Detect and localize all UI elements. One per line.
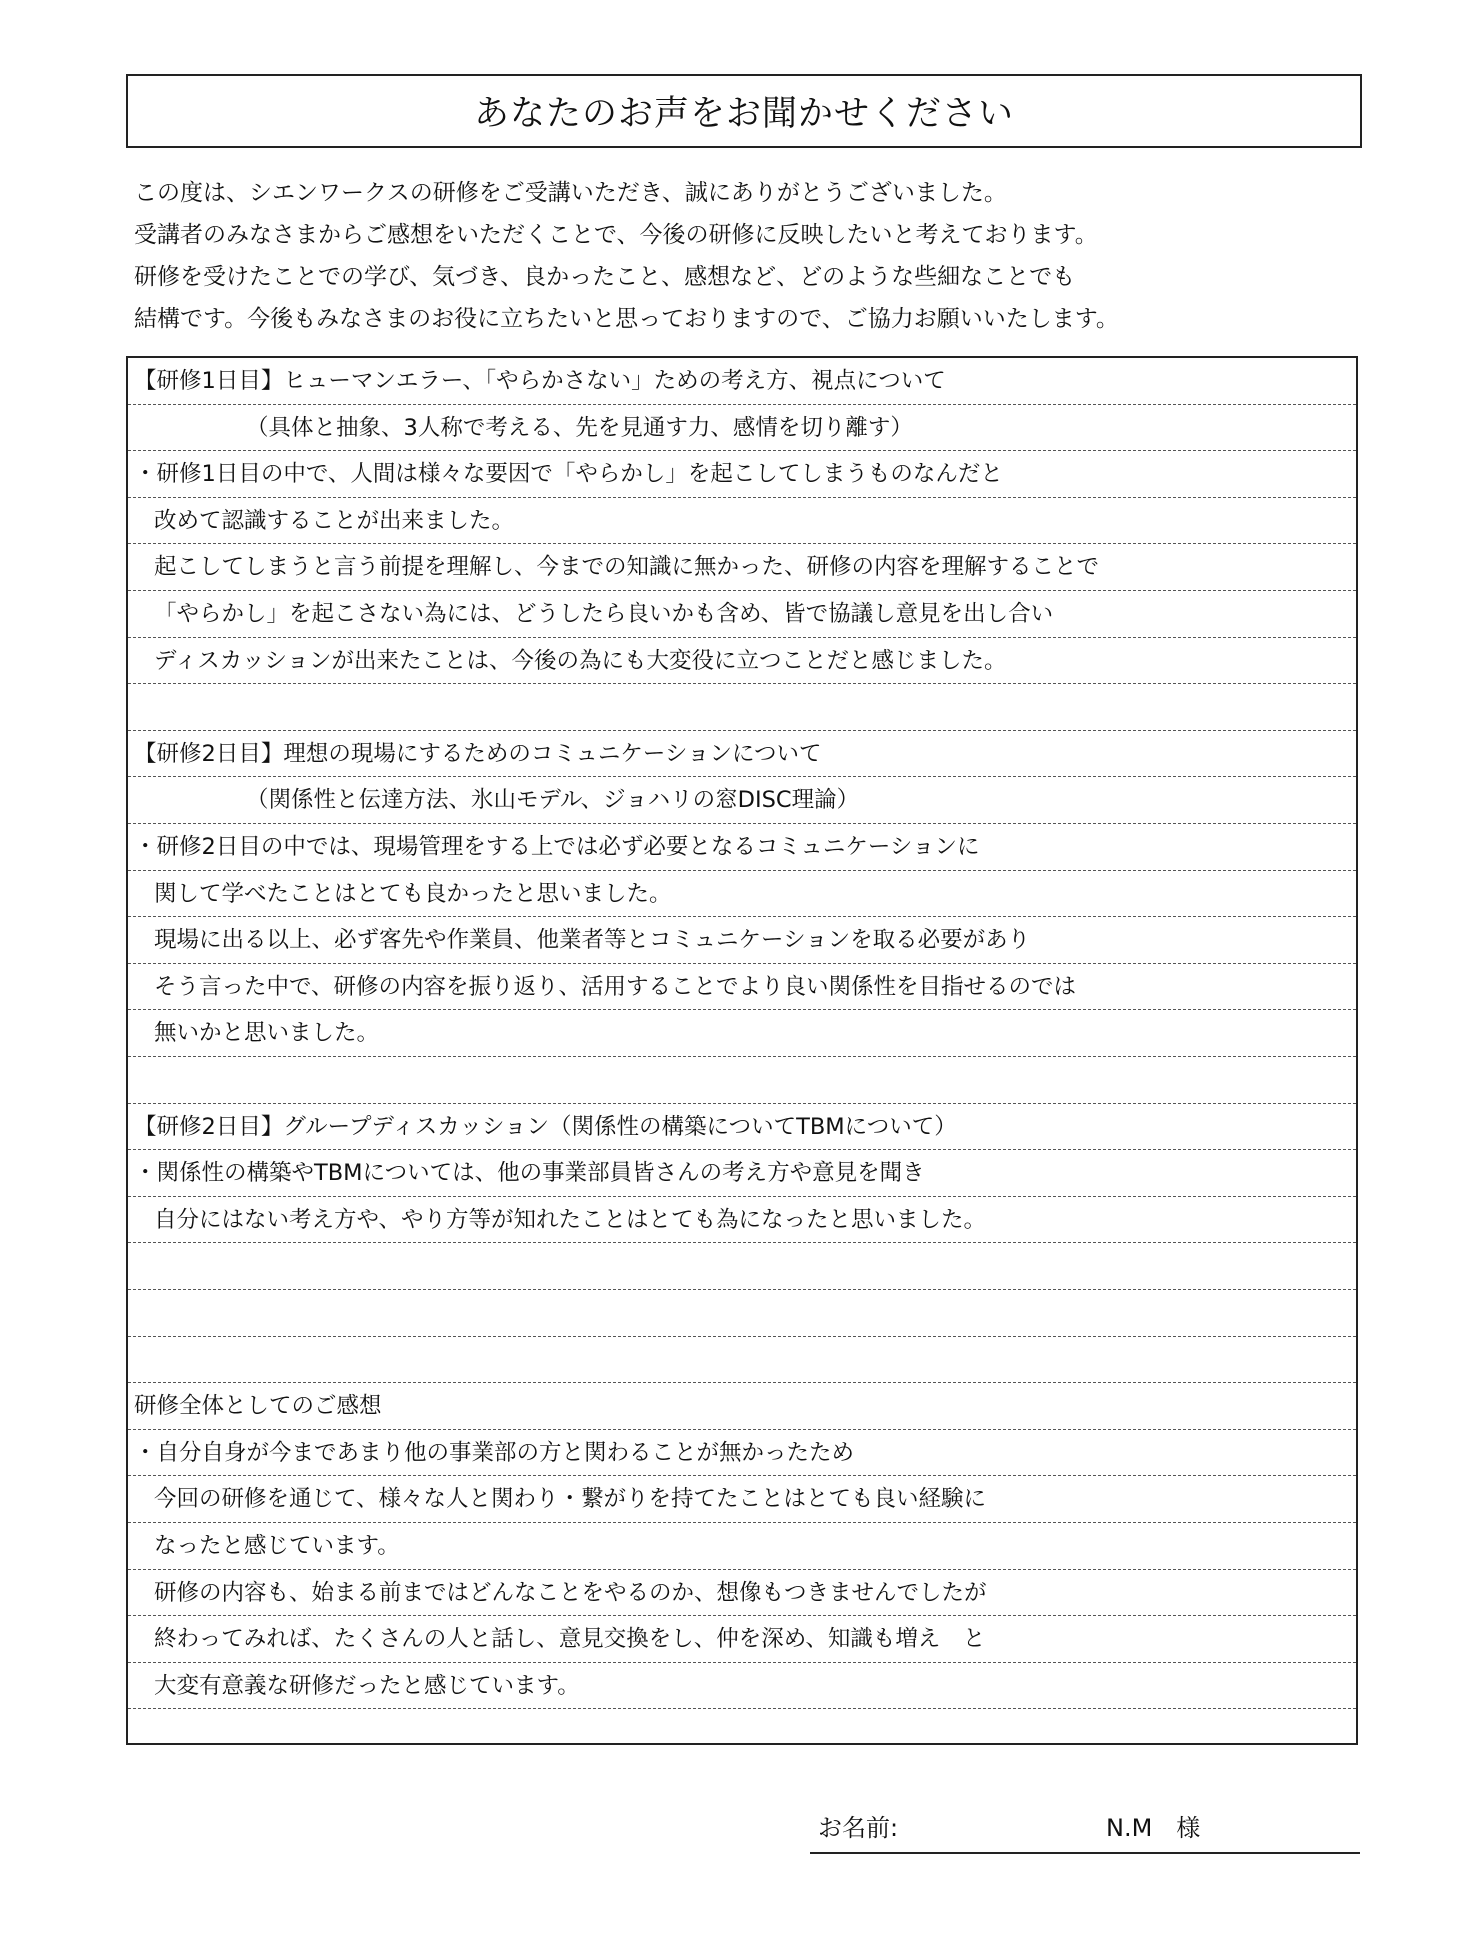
day2-discussion-heading: 【研修2日目】グループディスカッション（関係性の構築についてTBMについて）	[134, 1113, 957, 1140]
feedback-text: ディスカッションが出来たことは、今後の為にも大変役に立つことだと感じました。	[154, 647, 1007, 674]
day2-subheading-row	[128, 777, 1356, 824]
feedback-text: 今回の研修を通じて、様々な人と関わり・繋がりを持てたことはとても良い経験に	[154, 1486, 987, 1513]
feedback-row	[128, 1570, 1356, 1617]
intro-line: 受講者のみなさまからご感想をいただくことで、今後の研修に反映したいと考えております。	[134, 222, 1098, 248]
day2-discussion-heading-row	[128, 1104, 1356, 1151]
intro-line: 結構です。今後もみなさまのお役に立ちたいと思っておりますので、ご協力お願いいたします。	[134, 306, 1119, 332]
feedback-row	[128, 451, 1356, 498]
feedback-row	[128, 544, 1356, 591]
feedback-row	[128, 638, 1356, 685]
feedback-text: なったと感じています。	[154, 1533, 400, 1559]
form-title: あなたのお声をお聞かせください	[126, 74, 1362, 148]
feedback-row	[128, 871, 1356, 918]
feedback-text: 関して学べたことはとても良かったと思いました。	[154, 880, 672, 907]
feedback-row	[128, 1616, 1356, 1663]
feedback-row	[128, 1430, 1356, 1477]
blank-row	[128, 1709, 1356, 1756]
day2-subheading: （関係性と伝達方法、氷山モデル、ジョハリの窓DISC理論）	[246, 787, 860, 814]
feedback-text: 研修の内容も、始まる前まではどんなことをやるのか、想像もつきませんでしたが	[154, 1579, 987, 1606]
feedback-row	[128, 1197, 1356, 1244]
feedback-text: 大変有意義な研修だったと感じています。	[154, 1672, 580, 1699]
feedback-row	[128, 498, 1356, 545]
feedback-row	[128, 1150, 1356, 1197]
blank-row	[128, 1337, 1356, 1384]
feedback-text: 自分にはない考え方や、やり方等が知れたことはとても為になったと思いました。	[154, 1206, 987, 1233]
feedback-text: 無いかと思いました。	[154, 1020, 380, 1047]
feedback-row	[128, 1663, 1356, 1710]
blank-row	[128, 1290, 1356, 1337]
feedback-row	[128, 824, 1356, 871]
feedback-row	[128, 1523, 1356, 1570]
feedback-text: ・研修1日目の中で、人間は様々な要因で「やらかし」を起こしてしまうものなんだと	[134, 461, 1003, 488]
feedback-text: ・研修2日目の中では、現場管理をする上では必ず必要となるコミュニケーションに	[134, 834, 980, 860]
overall-heading: 研修全体としてのご感想	[134, 1393, 382, 1420]
day1-heading: 【研修1日目】ヒューマンエラー、「やらかさない」ための考え方、視点について	[134, 368, 946, 394]
feedback-row	[128, 1476, 1356, 1523]
feedback-row	[128, 1010, 1356, 1057]
blank-row	[128, 1057, 1356, 1104]
feedback-text: 起こしてしまうと言う前提を理解し、今までの知識に無かった、研修の内容を理解することで	[154, 554, 1100, 581]
feedback-text: 改めて認識することが出来ました。	[154, 507, 515, 534]
intro-line: この度は、シエンワークスの研修をご受講いただき、誠にありがとうございました。	[134, 180, 1007, 206]
feedback-row	[128, 917, 1356, 964]
feedback-text: 現場に出る以上、必ず客先や作業員、他業者等とコミュニケーションを取る必要があり	[154, 927, 1031, 954]
feedback-text: ・自分自身が今まであまり他の事業部の方と関わることが無かったため	[134, 1439, 855, 1466]
blank-row	[128, 1243, 1356, 1290]
day2-heading: 【研修2日目】理想の現場にするためのコミュニケーションについて	[134, 740, 822, 767]
intro-paragraph	[134, 172, 1354, 340]
day1-heading-row	[128, 358, 1356, 405]
feedback-text: 「やらかし」を起こさない為には、どうしたら良いかも含め、皆で協議し意見を出し合い	[154, 601, 1054, 627]
name-field	[810, 1808, 1360, 1854]
feedback-text: そう言った中で、研修の内容を振り返り、活用することでより良い関係性を目指せるのでは	[154, 973, 1077, 1000]
overall-heading-row	[128, 1383, 1356, 1430]
feedback-text: 終わってみれば、たくさんの人と話し、意見交換をし、仲を深め、知識も増え と	[154, 1626, 986, 1653]
feedback-table	[126, 356, 1358, 1745]
name-label: お名前:	[818, 1814, 899, 1842]
day1-subheading-row	[128, 405, 1356, 452]
day2-heading-row	[128, 731, 1356, 778]
feedback-row	[128, 964, 1356, 1011]
blank-row	[128, 684, 1356, 731]
feedback-text: ・関係性の構築やTBMについては、他の事業部員皆さんの考え方や意見を聞き	[134, 1160, 925, 1187]
feedback-row	[128, 591, 1356, 638]
intro-line: 研修を受けたことでの学び、気づき、良かったこと、感想など、どのような些細なことでも	[134, 264, 1076, 290]
name-value: N.M 様	[1106, 1814, 1201, 1842]
day1-subheading: （具体と抽象、3人称で考える、先を見通す力、感情を切り離す）	[246, 414, 913, 441]
